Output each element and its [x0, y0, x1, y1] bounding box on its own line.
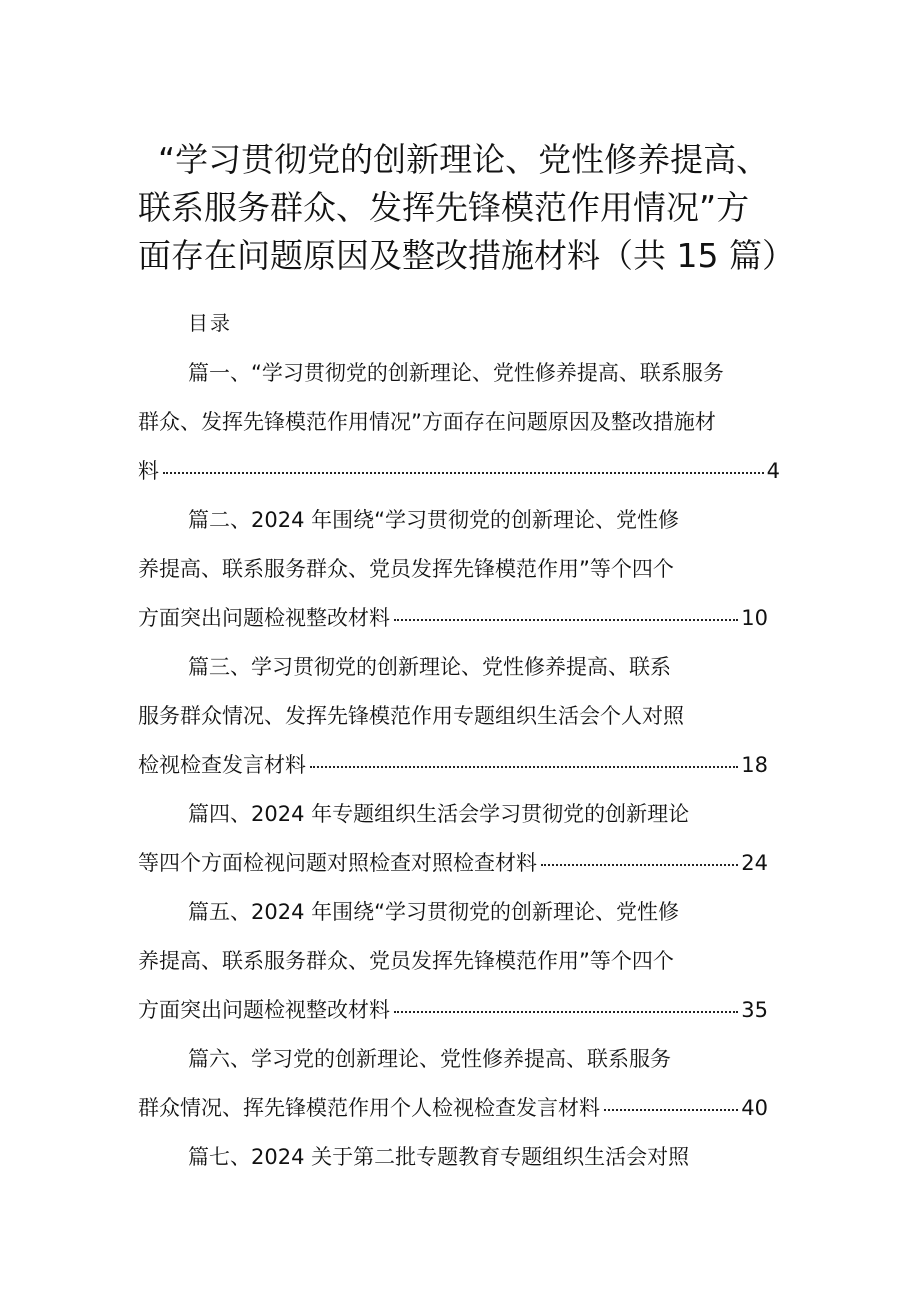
toc-entry-6-text: 群众情况、挥先锋模范作用个人检视检查发言材料	[138, 1096, 600, 1120]
toc-entry-5-last-line[interactable]	[138, 995, 768, 1025]
toc-entry-4-line-1: 篇四、2024 年专题组织生活会学习贯彻党的创新理论	[188, 802, 690, 826]
toc-entry-3-text: 检视检查发言材料	[138, 753, 306, 777]
toc-entry-2-text: 方面突出问题检视整改材料	[138, 606, 390, 630]
document-title	[138, 136, 798, 280]
dot-leader	[604, 1109, 738, 1111]
toc-entry-7-line-1[interactable]: 篇七、2024 关于第二批专题教育专题组织生活会对照	[188, 1145, 690, 1169]
toc-entry-2-line-1: 篇二、2024 年围绕“学习贯彻党的创新理论、党性修	[188, 508, 679, 532]
toc-entry-4-last-line[interactable]	[138, 848, 768, 878]
toc-entry-2-last-line[interactable]	[138, 603, 768, 633]
dot-leader	[163, 472, 764, 474]
title-line-1: “学习贯彻党的创新理论、党性修养提高、	[158, 140, 770, 179]
toc-entry-3-line-1: 篇三、学习贯彻党的创新理论、党性修养提高、联系	[188, 655, 671, 679]
toc-entry-3-line-2: 服务群众情况、发挥先锋模范作用专题组织生活会个人对照	[138, 704, 684, 728]
toc-entry-1-last-line[interactable]	[138, 456, 780, 486]
title-line-3: 面存在问题原因及整改措施材料（共 15 篇）	[138, 236, 795, 275]
toc-entry-1-text: 料	[138, 459, 159, 483]
toc-entry-3-page: 18	[741, 753, 768, 777]
toc-entry-2-line-2: 养提高、联系服务群众、党员发挥先锋模范作用”等个四个	[138, 557, 674, 581]
title-line-2: 联系服务群众、发挥先锋模范作用情况”方	[138, 188, 750, 227]
toc-entry-4-text: 等四个方面检视问题对照检查对照检查材料	[138, 851, 537, 875]
dot-leader	[394, 1011, 738, 1013]
toc-entry-1-line-1: 篇一、“学习贯彻党的创新理论、党性修养提高、联系服务	[188, 361, 724, 385]
toc-entry-1-line-2: 群众、发挥先锋模范作用情况”方面存在问题原因及整改措施材	[138, 410, 716, 434]
toc-entry-6-page: 40	[741, 1096, 768, 1120]
toc-entry-4-page: 24	[741, 851, 768, 875]
toc-entry-6-last-line[interactable]	[138, 1093, 768, 1123]
toc-entry-1-page: 4	[766, 459, 780, 483]
toc-entry-2-page: 10	[741, 606, 768, 630]
dot-leader	[310, 766, 738, 768]
toc-entry-5-line-1: 篇五、2024 年围绕“学习贯彻党的创新理论、党性修	[188, 900, 679, 924]
toc-entry-3-last-line[interactable]	[138, 750, 768, 780]
dot-leader	[394, 619, 738, 621]
toc-entry-5-line-2: 养提高、联系服务群众、党员发挥先锋模范作用”等个四个	[138, 949, 674, 973]
toc-heading: 目录	[188, 311, 232, 335]
toc-entry-5-text: 方面突出问题检视整改材料	[138, 998, 390, 1022]
dot-leader	[541, 864, 738, 866]
toc-entry-5-page: 35	[741, 998, 768, 1022]
toc-entry-6-line-1: 篇六、学习党的创新理论、党性修养提高、联系服务	[188, 1047, 671, 1071]
